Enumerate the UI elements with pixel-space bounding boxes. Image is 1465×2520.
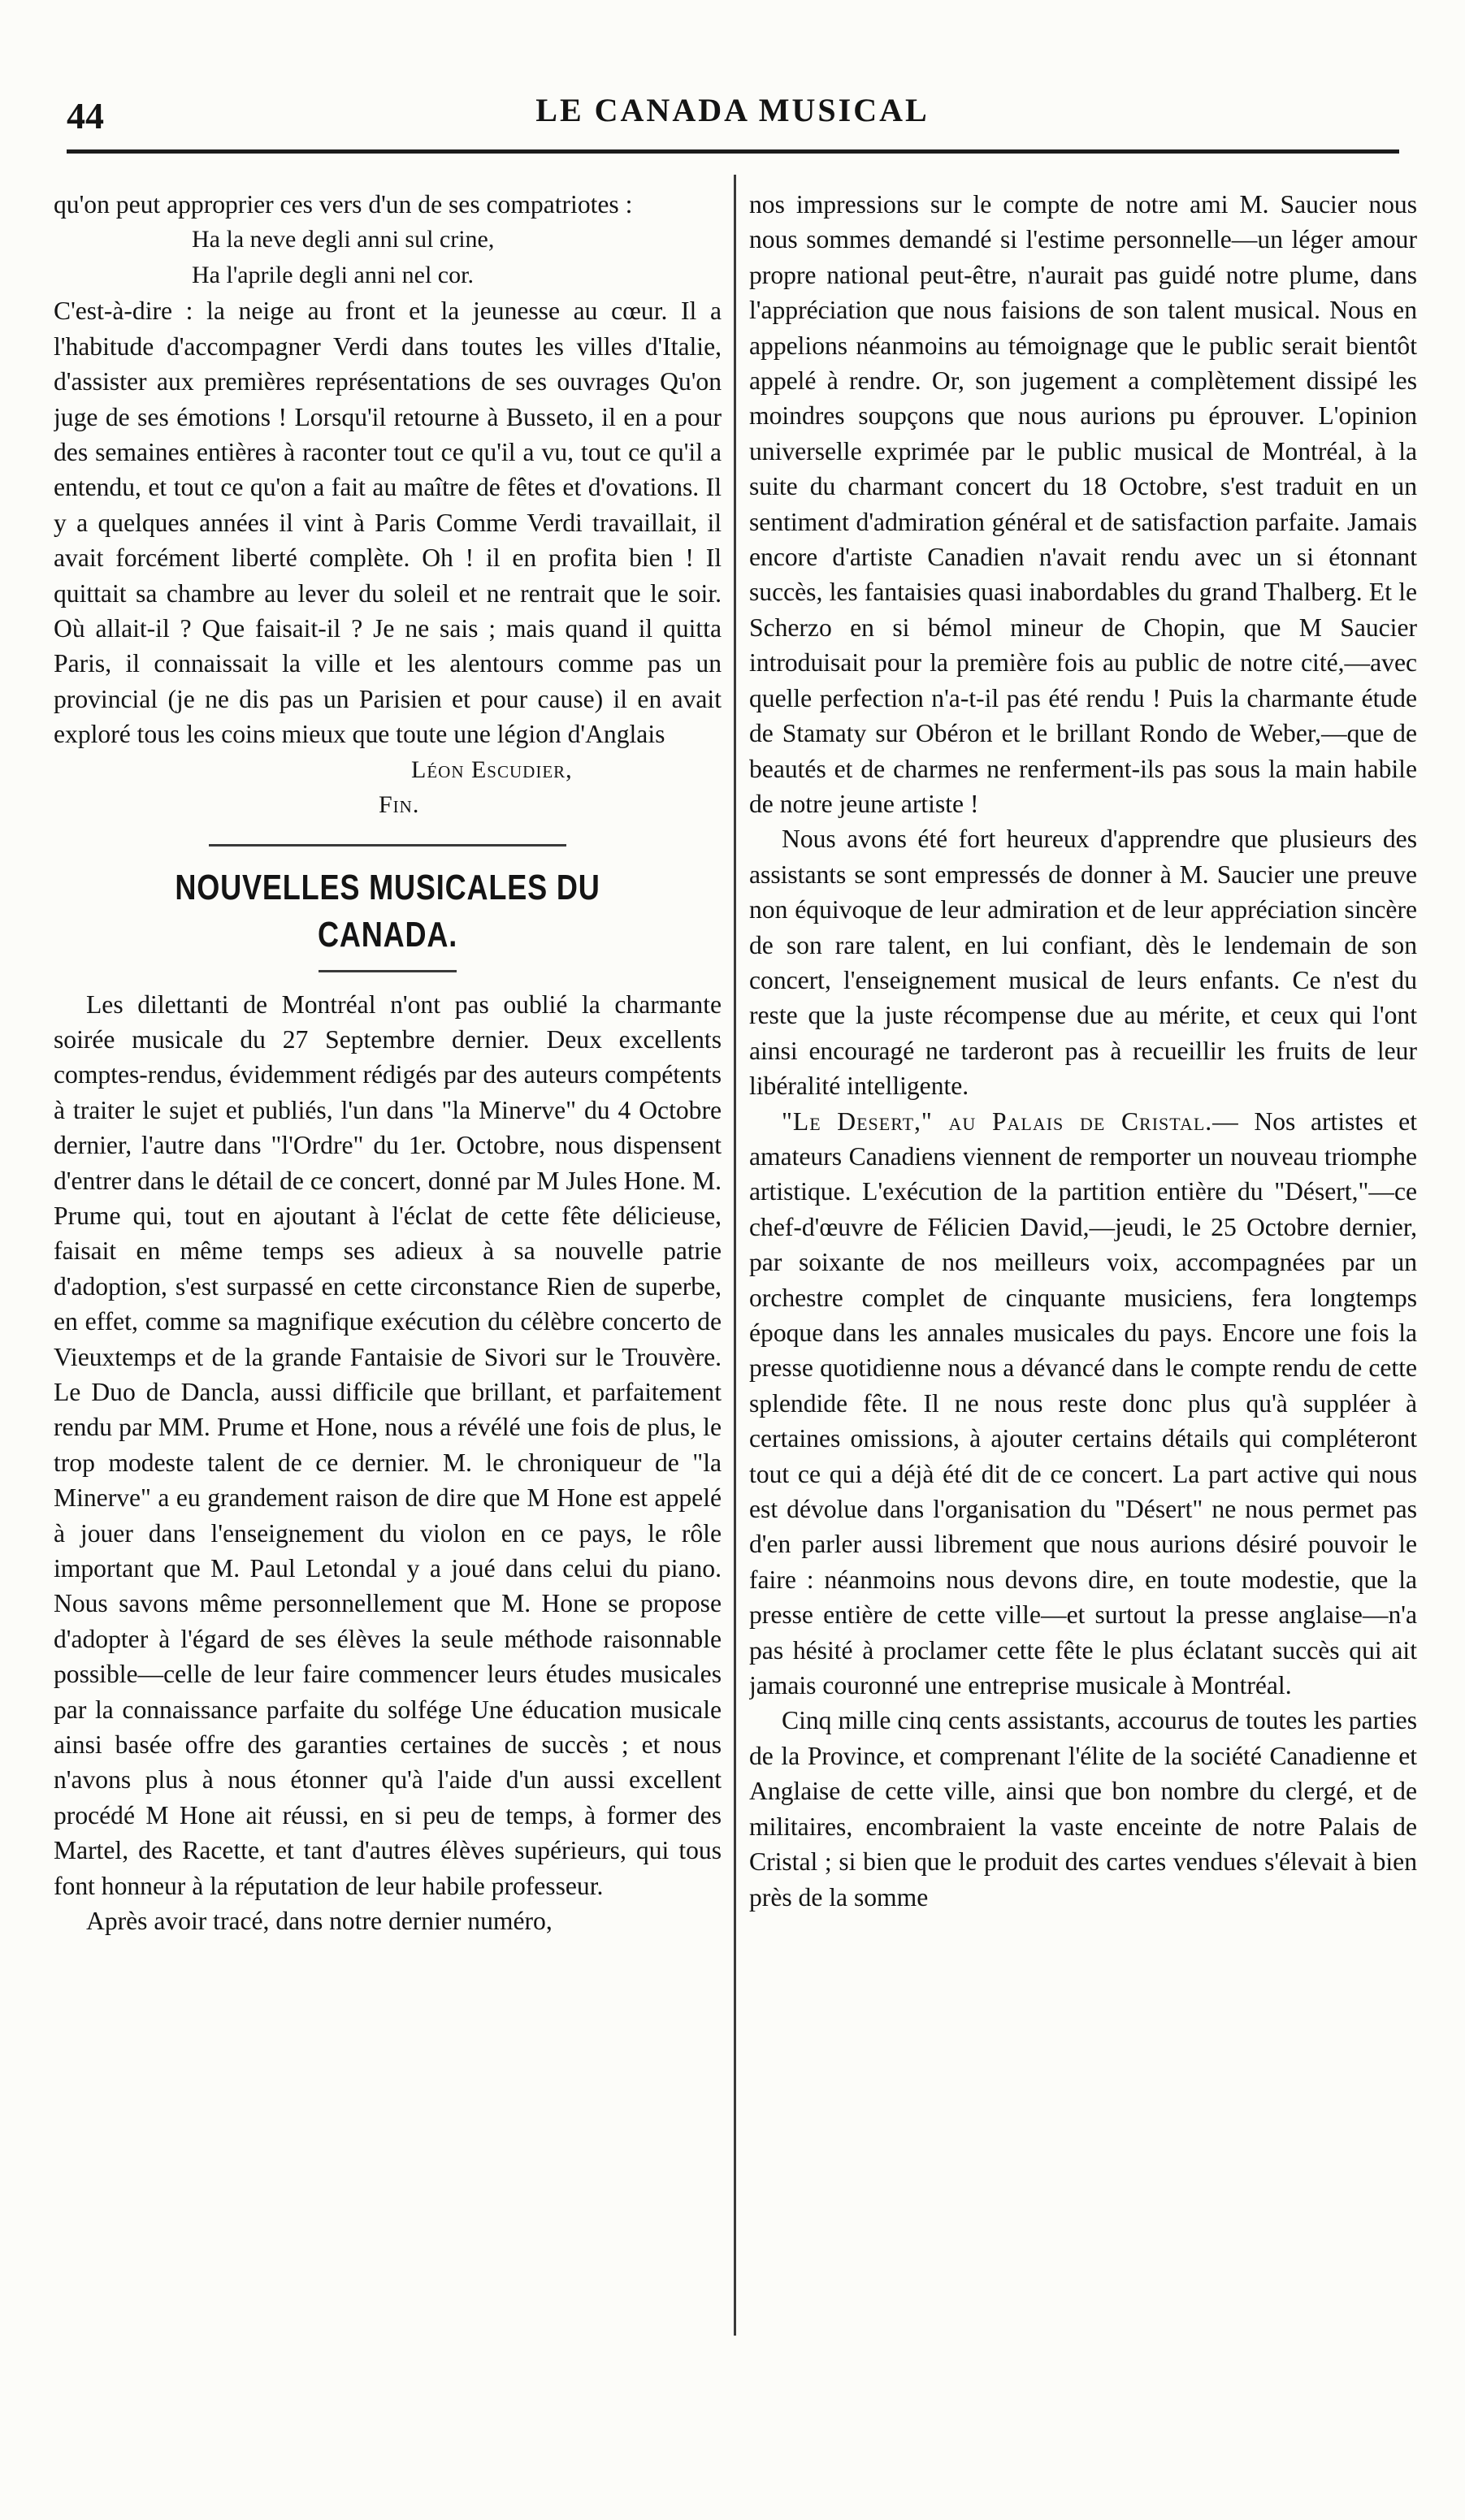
running-head: LE CANADA MUSICAL <box>535 92 930 128</box>
section-title-line-2: CANADA. <box>317 914 458 955</box>
left-paragraph-verdi: C'est-à-dire : la neige au front et la jeunesse au cœur. Il a l'habitude d'accompagner Verdi dans toutes les villes d'Italie, d'assister aux premières représentations de ses ouvrages Qu'on juge de ses émotions ! Lorsqu'il retourne à Busseto, il en a pour des semaines entières à raconter tout ce qu'il a vu, tout ce qu'il a entendu, et tout ce qu'on a fait au maître de fêtes et d'ovations. Il y a quelques années il vint à Paris Comme Verdi travaillait, il avait forcément liberté complète. Oh ! il en profita bien ! Il quittait sa chambre au lever du soleil et ne rentrait que le soir. Où allait-il ? Que faisait-il ? Je ne sais ; mais quand il quitta Paris, il connaissait la ville et les alentours comme pas un provincial (je ne dis pas un Parisien et pour cause) il en avait exploré tous les coins mieux que toute une légion d'Anglais <box>54 297 722 749</box>
right-column <box>749 187 1417 2348</box>
column-divider <box>734 175 736 2336</box>
left-paragraph-final: Après avoir tracé, dans notre dernier numéro, <box>86 1907 553 1936</box>
left-paragraph-concert: Les dilettanti de Montréal n'ont pas oublié la charmante soirée musicale du 27 Septembre dernier. Deux excellents comptes-rendus, évidemment rédigés par des auteurs compétents à traiter le sujet et publiés, l'un dans "la Minerve" du 4 Octobre dernier, l'autre dans "l'Ordre" du 1er. Octobre, nous dispensent d'entrer dans le détail de ce concert, donné par M Jules Hone. M. Prume qui, tout en ajoutant à l'éclat de cette fête délicieuse, faisait en même temps ses adieux à sa nouvelle patrie d'adoption, s'est surpassé en cette circonstance Rien de superbe, en effet, comme sa magnifique exécution du célèbre concerto de Vieuxtemps et de la grande Fantaisie de Sivori sur le Trouvère. Le Duo de Dancla, aussi difficile que brillant, et parfaitement rendu par MM. Prume et Hone, nous a révélé une fois de plus, le trop modeste talent de ce dernier. M. le chroniqueur de "la Minerve" a eu grandement raison de dire que M Hone est appelé à jouer dans l'enseignement du violon en ce pays, le rôle important que M. Paul Letondal y a joué dans celui du piano. Nous savons même personnellement que M. Hone se propose d'adopter à l'égard de ses élèves la seule méthode raisonnable possible—celle de leur faire commencer leurs études musicales par la connaissance parfaite du solfége Une éducation musicale ainsi basée offre des garanties certaines de succès ; et nous n'avons plus à nous étonner qu'à l'aide d'un aussi excellent procédé M Hone ait réussi, en si peu de temps, à former des Martel, des Racette, et tant d'autres élèves supérieurs, qui tous font honneur à la réputation de leur habile professeur. <box>54 989 722 1900</box>
right-paragraph-assistants: Nous avons été fort heureux d'apprendre que plusieurs des assistants se sont empressés de donner à M. Saucier une preuve non équivoque de leur admiration et de leur appréciation sincère de son rare talent, en lui confiant, dès le lendemain de son concert, l'enseignement musical de leurs enfants. Ce n'est du reste que la juste récompense due au mérite, et ceux qui l'ont ainsi encouragé ne tarderont pas à recueillir les fruits de leur libéralité intelligente. <box>749 825 1417 1101</box>
title-rule <box>319 970 457 972</box>
left-paragraph-continuation: qu'on peut approprier ces vers d'un de ses compatriotes : <box>54 190 633 219</box>
author-signature: Léon Escudier, <box>411 756 573 783</box>
article-end-mark: Fin. <box>379 791 420 819</box>
left-column <box>54 187 722 2348</box>
right-paragraph-audience: Cinq mille cinq cents assistants, accourus de toutes les parties de la Province, et comprenant l'élite de la société Canadienne et Anglaise de cette ville, ainsi que bon nombre du clergé, et de militaires, encombraient la vaste enceinte de notre Palais de Cristal ; si bien que le produit des cartes vendues s'élevait à bien près de la somme <box>749 1706 1417 1912</box>
right-paragraph-saucier: nos impressions sur le compte de notre ami M. Saucier nous nous sommes demandé si l'estime personnelle—un léger amour propre national peut-être, n'aurait pas guidé notre plume, dans l'appréciation que nous faisions de son talent musical. Nous en appelions néanmoins au témoignage que le public serait bientôt appelé à rendre. Or, son jugement a complètement dissipé les moindres soupçons que nous aurions pu éprouver. L'opinion universelle exprimée par le public musical de Montréal, à la suite du charmant concert du 18 Octobre, s'est traduit en un sentiment d'admiration général et de satisfaction parfaite. Jamais encore d'artiste Canadien n'avait rendu avec un si étonnant succès, les fantaisies quasi inabordables du grand Thalberg. Et le Scherzo en si bémol mineur de Chopin, que M Saucier introduisait pour la première fois au public de notre cité,—avec quelle perfection n'a-t-il pas été rendu ! Puis la charmante étude de Stamaty sur Obéron et le brillant Rondo de Weber,—que de beautés et de charmes ne renferment-ils pas sous la main habile de notre jeune artiste ! <box>749 190 1417 818</box>
section-title-line-1: NOUVELLES MUSICALES DU <box>175 867 600 907</box>
page-number: 44 <box>67 95 104 136</box>
verse-line-2: Ha l'aprile degli anni nel cor. <box>192 262 474 289</box>
ornamental-rule <box>209 844 566 846</box>
verse-line-1: Ha la neve degli anni sul crine, <box>192 226 495 253</box>
header-rule <box>67 149 1399 154</box>
right-paragraph-desert <box>749 1104 1417 1704</box>
desert-heading: "Le Desert," au Palais de Cristal.— <box>782 1106 1239 1136</box>
desert-paragraph-text: Nos artistes et amateurs Canadiens viennent de remporter un nouveau triomphe artistique. L'exécution de la partition entière du "Désert,"—ce chef-d'œuvre de Félicien David,—jeudi, le 25 Octobre dernier, par soixante de nos meilleurs voix, accompagnées par un orchestre complet de cinquante musiciens, fera longtemps époque dans les annales musicales du pays. Encore une fois la presse quotidienne nous a dévancé dans le compte rendu de cette splendide fête. Il ne nous reste donc plus qu'à suppléer à certaines omissions, à ajouter certains détails qui compléteront tout ce qui a déjà été dit de ce concert. La part active qui nous est dévolue dans l'organisation du "Désert" ne nous permet pas d'en parler aussi librement que nous aurions désiré pouvoir le faire : néanmoins nous devons dire, en toute modestie, que la presse entière de cette ville—et surtout la presse anglaise—n'a pas hésité à proclamer cette fête le plus éclatant succès qui ait jamais couronné une entreprise musicale à Montréal. <box>749 1106 1417 1700</box>
